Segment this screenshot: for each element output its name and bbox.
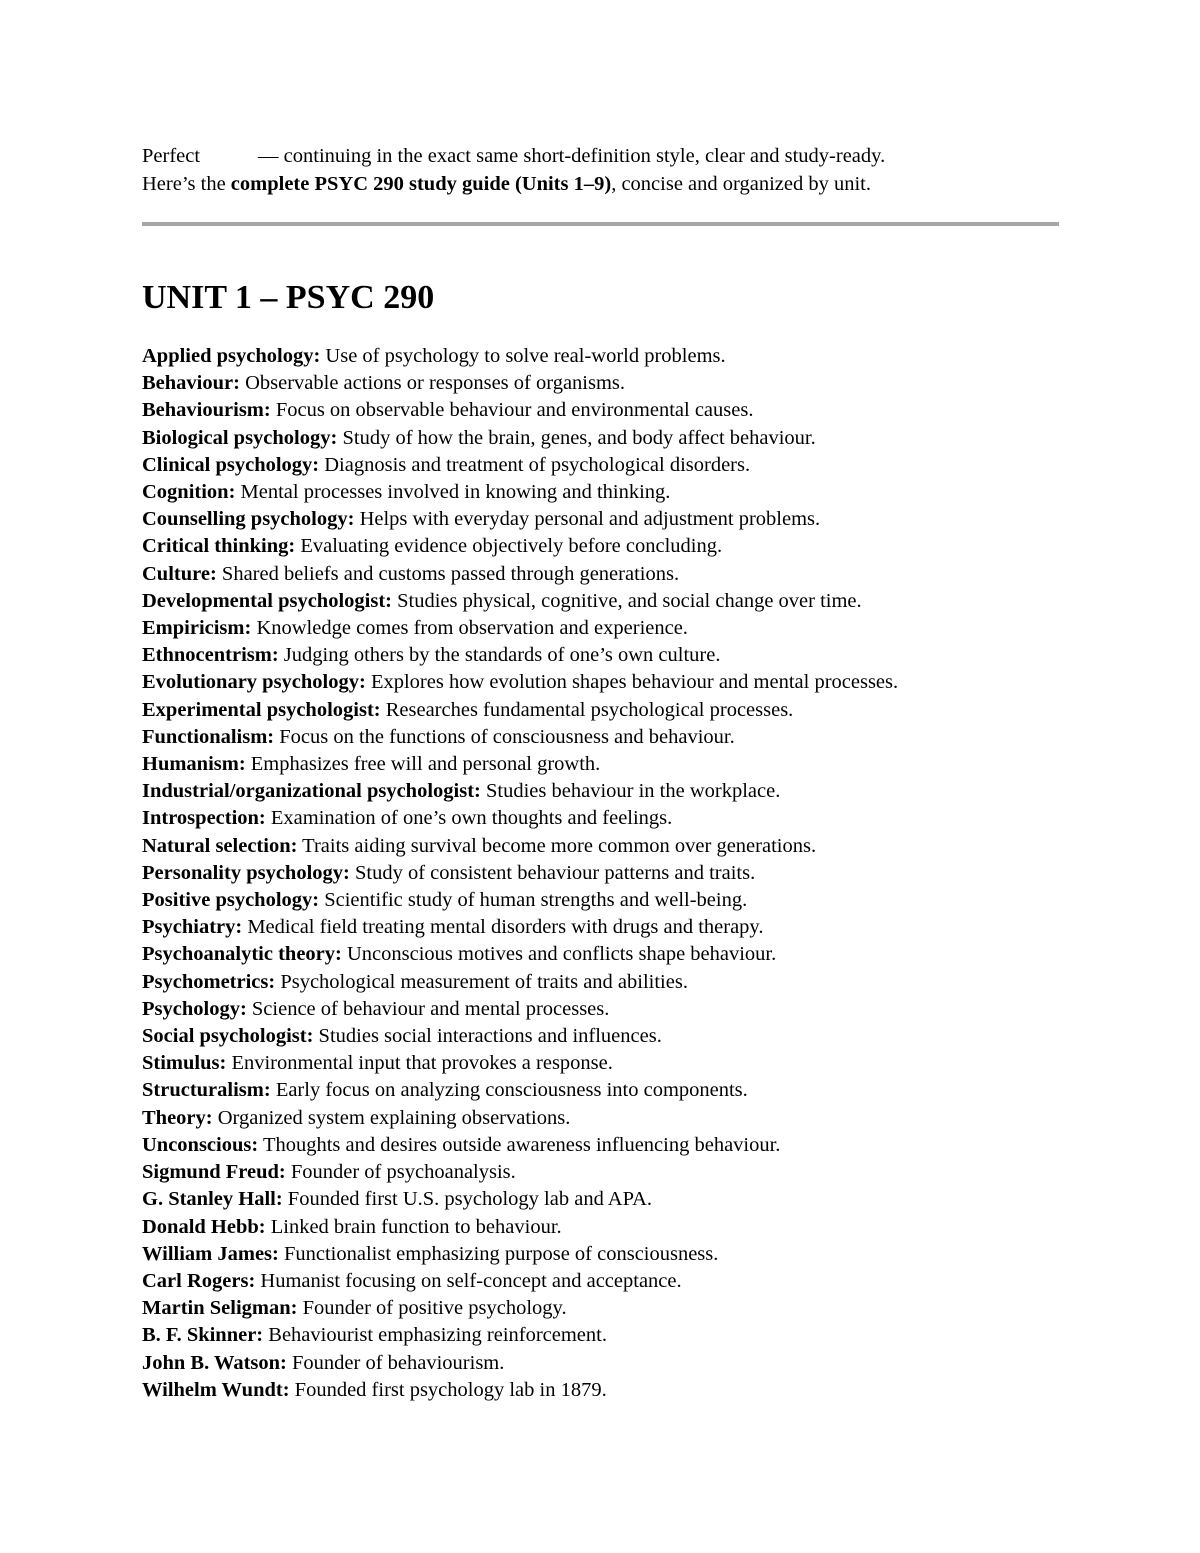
unit-heading: UNIT 1 – PSYC 290 bbox=[142, 279, 435, 316]
glossary-entry bbox=[142, 452, 1082, 479]
glossary-list bbox=[142, 343, 1082, 1404]
intro-paragraph bbox=[142, 142, 1062, 198]
glossary-entry bbox=[142, 669, 1082, 696]
glossary-term: G. Stanley Hall: bbox=[142, 1188, 283, 1211]
glossary-entry bbox=[142, 1377, 1082, 1404]
glossary-definition: Scientific study of human strengths and well-being. bbox=[319, 889, 748, 912]
glossary-definition: Helps with everyday personal and adjustment problems. bbox=[354, 508, 821, 531]
glossary-entry bbox=[142, 1077, 1082, 1104]
glossary-term: B. F. Skinner: bbox=[142, 1324, 264, 1347]
glossary-entry bbox=[142, 1023, 1082, 1050]
intro-line-2-bold: complete PSYC 290 study guide (Units 1–9) bbox=[230, 173, 612, 195]
glossary-definition: Medical field treating mental disorders with drugs and therapy. bbox=[242, 916, 764, 939]
glossary-entry bbox=[142, 887, 1082, 914]
glossary-term: Cognition: bbox=[142, 481, 236, 504]
glossary-term: Wilhelm Wundt: bbox=[142, 1378, 290, 1401]
horizontal-divider bbox=[142, 222, 1059, 226]
glossary-term: Psychometrics: bbox=[142, 970, 276, 993]
glossary-term: Ethnocentrism: bbox=[142, 644, 279, 667]
glossary-entry bbox=[142, 996, 1082, 1023]
glossary-definition: Thoughts and desires outside awareness influencing behaviour. bbox=[258, 1133, 781, 1156]
glossary-definition: Functionalist emphasizing purpose of consciousness. bbox=[278, 1242, 719, 1265]
glossary-entry bbox=[142, 506, 1082, 533]
glossary-term: Biological psychology: bbox=[142, 426, 338, 449]
glossary-term: Martin Seligman: bbox=[142, 1297, 298, 1320]
glossary-definition: Evaluating evidence objectively before concluding. bbox=[295, 535, 723, 558]
glossary-term: Industrial/organizational psychologist: bbox=[142, 780, 481, 803]
glossary-entry bbox=[142, 1268, 1082, 1295]
glossary-entry bbox=[142, 1295, 1082, 1322]
glossary-term: Psychoanalytic theory: bbox=[142, 943, 342, 966]
glossary-definition: Focus on the functions of consciousness and behaviour. bbox=[274, 725, 735, 748]
glossary-term: Counselling psychology: bbox=[142, 508, 355, 531]
glossary-term: Carl Rogers: bbox=[142, 1269, 256, 1292]
glossary-definition: Behaviourist emphasizing reinforcement. bbox=[263, 1324, 607, 1347]
glossary-term: Behaviour: bbox=[142, 372, 240, 395]
glossary-entry bbox=[142, 1322, 1082, 1349]
glossary-entry bbox=[142, 370, 1082, 397]
glossary-definition: Studies social interactions and influences. bbox=[313, 1025, 662, 1048]
glossary-definition: Organized system explaining observations. bbox=[212, 1106, 571, 1129]
glossary-entry bbox=[142, 479, 1082, 506]
glossary-definition: Observable actions or responses of organisms. bbox=[239, 372, 626, 395]
glossary-term: Developmental psychologist: bbox=[142, 589, 392, 612]
glossary-term: Clinical psychology: bbox=[142, 453, 320, 476]
glossary-term: Empiricism: bbox=[142, 617, 252, 640]
glossary-term: Psychiatry: bbox=[142, 916, 243, 939]
glossary-entry bbox=[142, 860, 1082, 887]
glossary-entry bbox=[142, 805, 1082, 832]
glossary-term: Natural selection: bbox=[142, 834, 298, 857]
glossary-definition: Founder of psychoanalysis. bbox=[285, 1161, 516, 1184]
glossary-term: William James: bbox=[142, 1242, 279, 1265]
intro-line-1-text: — continuing in the exact same short-definition style, clear and study-ready. bbox=[258, 145, 886, 167]
glossary-term: Structuralism: bbox=[142, 1079, 271, 1102]
glossary-definition: Linked brain function to behaviour. bbox=[265, 1215, 562, 1238]
glossary-entry bbox=[142, 343, 1082, 370]
glossary-term: Unconscious: bbox=[142, 1133, 259, 1156]
glossary-term: Humanism: bbox=[142, 753, 246, 776]
glossary-term: Social psychologist: bbox=[142, 1025, 314, 1048]
glossary-term: Personality psychology: bbox=[142, 861, 350, 884]
glossary-definition: Study of consistent behaviour patterns and traits. bbox=[349, 861, 756, 884]
glossary-term: Sigmund Freud: bbox=[142, 1161, 286, 1184]
glossary-term: Stimulus: bbox=[142, 1052, 227, 1075]
glossary-term: John B. Watson: bbox=[142, 1351, 287, 1374]
glossary-definition: Founded first psychology lab in 1879. bbox=[289, 1378, 607, 1401]
intro-line-1 bbox=[142, 142, 1062, 170]
glossary-definition: Focus on observable behaviour and environmental causes. bbox=[270, 399, 754, 422]
glossary-definition: Psychological measurement of traits and abilities. bbox=[275, 970, 688, 993]
glossary-entry bbox=[142, 1105, 1082, 1132]
intro-line-2 bbox=[142, 170, 1062, 198]
glossary-definition: Mental processes involved in knowing and thinking. bbox=[235, 481, 671, 504]
glossary-term: Culture: bbox=[142, 562, 217, 585]
glossary-definition: Traits aiding survival become more common over generations. bbox=[297, 834, 817, 857]
glossary-definition: Knowledge comes from observation and experience. bbox=[251, 617, 688, 640]
glossary-definition: Emphasizes free will and personal growth. bbox=[245, 753, 601, 776]
glossary-term: Applied psychology: bbox=[142, 345, 321, 367]
glossary-definition: Studies behaviour in the workplace. bbox=[480, 780, 781, 803]
glossary-definition: Judging others by the standards of one’s own culture. bbox=[278, 644, 721, 667]
glossary-definition: Science of behaviour and mental processes. bbox=[246, 997, 610, 1020]
glossary-term: Evolutionary psychology: bbox=[142, 671, 366, 694]
glossary-entry bbox=[142, 1132, 1082, 1159]
glossary-definition: Founder of behaviourism. bbox=[286, 1351, 505, 1374]
glossary-entry bbox=[142, 969, 1082, 996]
glossary-definition: Humanist focusing on self-concept and acceptance. bbox=[255, 1269, 682, 1292]
intro-line-2-pre: Here’s the bbox=[142, 173, 231, 195]
glossary-term: Functionalism: bbox=[142, 725, 275, 748]
glossary-definition: Founder of positive psychology. bbox=[297, 1297, 567, 1320]
glossary-definition: Early focus on analyzing consciousness into components. bbox=[270, 1079, 748, 1102]
glossary-term: Experimental psychologist: bbox=[142, 698, 381, 721]
glossary-entry bbox=[142, 1186, 1082, 1213]
glossary-entry bbox=[142, 1241, 1082, 1268]
glossary-entry bbox=[142, 425, 1082, 452]
intro-lead-word: Perfect bbox=[142, 145, 201, 167]
glossary-entry bbox=[142, 1159, 1082, 1186]
glossary-definition: Studies physical, cognitive, and social change over time. bbox=[391, 589, 862, 612]
glossary-entry bbox=[142, 397, 1082, 424]
glossary-term: Psychology: bbox=[142, 997, 247, 1020]
glossary-term: Positive psychology: bbox=[142, 889, 320, 912]
glossary-definition: Researches fundamental psychological processes. bbox=[380, 698, 794, 721]
glossary-term: Behaviourism: bbox=[142, 399, 271, 422]
glossary-definition: Shared beliefs and customs passed through generations. bbox=[216, 562, 680, 585]
glossary-entry bbox=[142, 561, 1082, 588]
glossary-entry bbox=[142, 1214, 1082, 1241]
glossary-entry bbox=[142, 1050, 1082, 1077]
glossary-term: Donald Hebb: bbox=[142, 1215, 266, 1238]
glossary-entry bbox=[142, 914, 1082, 941]
glossary-entry bbox=[142, 588, 1082, 615]
glossary-definition: Examination of one’s own thoughts and feelings. bbox=[265, 807, 673, 830]
glossary-definition: Study of how the brain, genes, and body affect behaviour. bbox=[337, 426, 816, 449]
glossary-definition: Environmental input that provokes a response. bbox=[226, 1052, 613, 1075]
glossary-entry bbox=[142, 833, 1082, 860]
glossary-entry bbox=[142, 642, 1082, 669]
glossary-term: Introspection: bbox=[142, 807, 266, 830]
glossary-entry bbox=[142, 615, 1082, 642]
glossary-entry bbox=[142, 778, 1082, 805]
glossary-definition: Unconscious motives and conflicts shape behaviour. bbox=[341, 943, 777, 966]
glossary-term: Critical thinking: bbox=[142, 535, 296, 558]
glossary-term: Theory: bbox=[142, 1106, 213, 1129]
glossary-definition: Diagnosis and treatment of psychological disorders. bbox=[319, 453, 751, 476]
intro-line-2-post: , concise and organized by unit. bbox=[611, 173, 871, 195]
glossary-definition: Explores how evolution shapes behaviour and mental processes. bbox=[365, 671, 899, 694]
glossary-entry bbox=[142, 941, 1082, 968]
glossary-definition: Use of psychology to solve real-world problems. bbox=[320, 345, 726, 367]
glossary-entry bbox=[142, 724, 1082, 751]
glossary-entry bbox=[142, 1350, 1082, 1377]
glossary-entry bbox=[142, 697, 1082, 724]
glossary-definition: Founded first U.S. psychology lab and APA. bbox=[282, 1188, 653, 1211]
glossary-entry bbox=[142, 533, 1082, 560]
glossary-entry bbox=[142, 751, 1082, 778]
